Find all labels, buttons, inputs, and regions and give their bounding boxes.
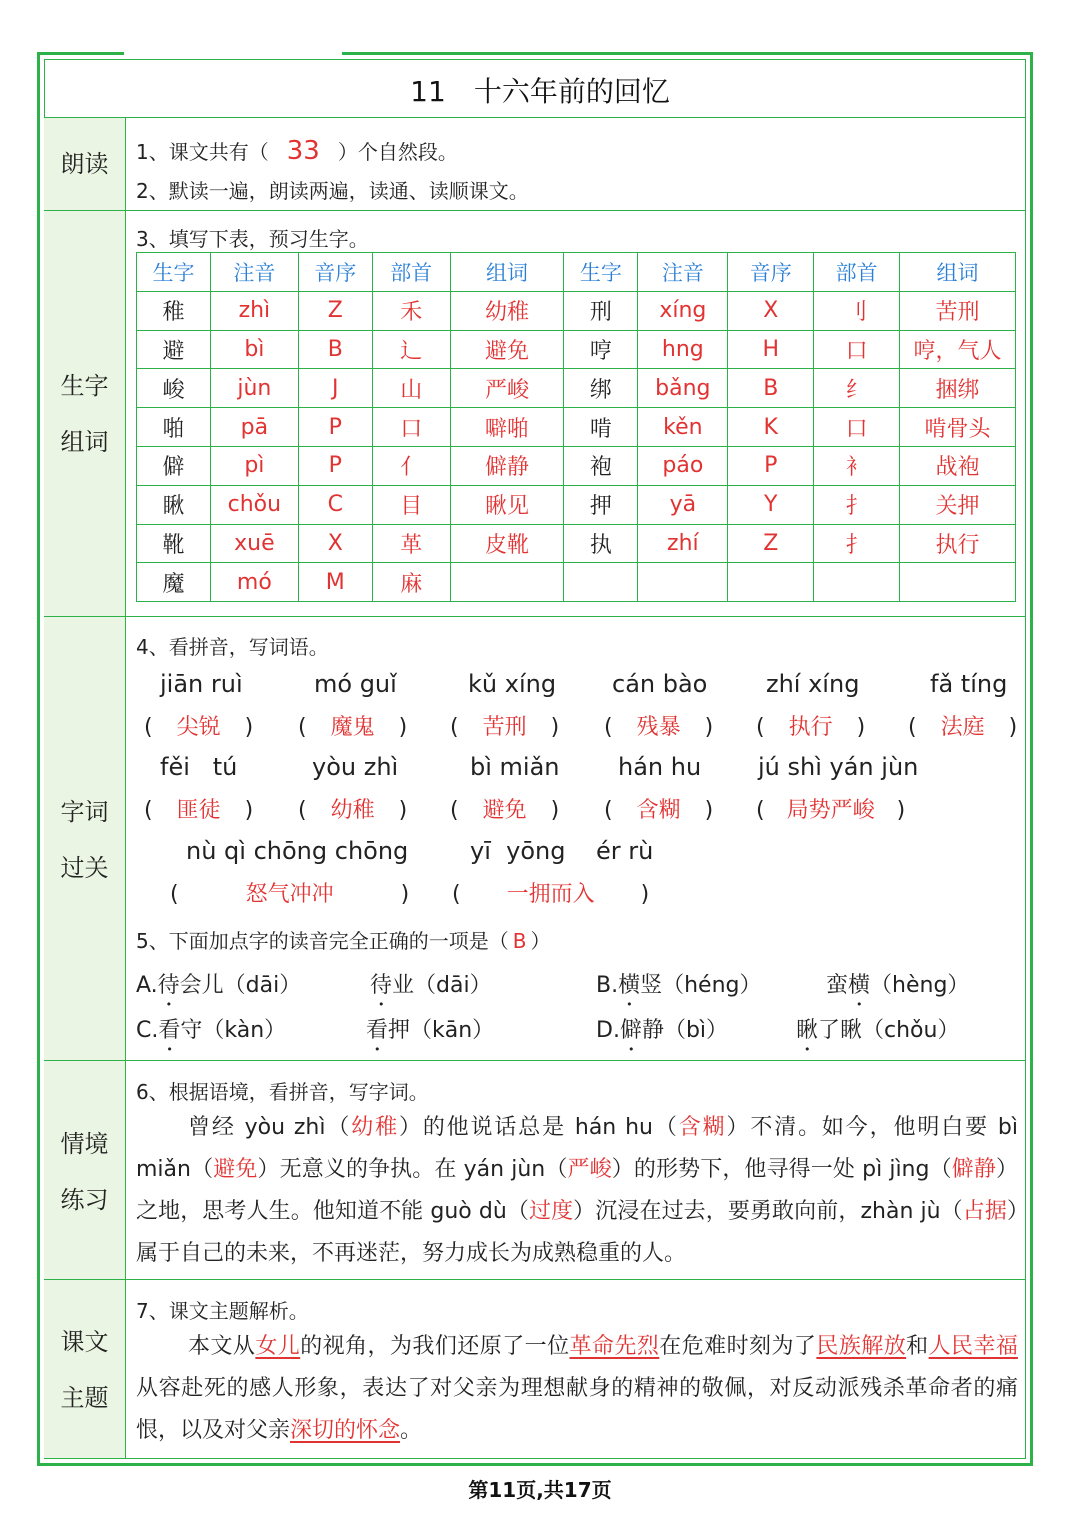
q6-text: ）之地，思考人生。他知道不能 <box>136 1157 1018 1224</box>
table-cell: 执行 <box>900 524 1016 563</box>
q4-answer: ( 含糊 ) <box>604 798 714 823</box>
q6-answer: 僻静 <box>951 1157 996 1182</box>
q6-text: ）的形势下，他寻得一处 <box>611 1157 863 1182</box>
table-header-cell: 部首 <box>372 253 450 292</box>
q4-answer: ( 怒气冲冲 ) <box>170 882 410 907</box>
table-header-cell: 组词 <box>900 253 1016 292</box>
table-cell: 幼稚 <box>450 291 564 330</box>
table-cell: 扌 <box>814 485 900 524</box>
table-cell: 口 <box>372 408 450 447</box>
divider <box>44 616 1026 617</box>
divider <box>44 1279 1026 1280</box>
table-row <box>137 369 1016 408</box>
q4-pinyin: cán bào <box>612 670 708 698</box>
table-cell: 僻 <box>137 446 211 485</box>
divider <box>44 210 1026 211</box>
q6-text: （ <box>653 1115 679 1140</box>
table-header-cell: 音序 <box>728 253 814 292</box>
category-ciguo-1: 字词 <box>60 798 109 826</box>
q4-pinyin: jú shì yán jùn <box>758 753 919 781</box>
table-cell: P <box>298 408 372 447</box>
category-qingjing-1: 情境 <box>60 1130 109 1158</box>
q6-text: （ <box>190 1157 214 1182</box>
q6-pinyin: bì miǎn <box>136 1115 1018 1182</box>
q4-pinyin: fěi tú <box>160 753 238 781</box>
table-cell: 噼啪 <box>450 408 564 447</box>
q6-text: （ <box>929 1157 952 1182</box>
table-cell: 口 <box>814 408 900 447</box>
table-cell: jùn <box>210 369 298 408</box>
table-header-cell: 生字 <box>564 253 638 292</box>
q4-pinyin: kǔ xíng <box>468 670 557 698</box>
table-cell: 捆绑 <box>900 369 1016 408</box>
table-cell: zhì <box>210 291 298 330</box>
table-cell: chǒu <box>210 485 298 524</box>
q6-answer: 幼稚 <box>351 1115 399 1140</box>
table-cell: 袍 <box>564 446 638 485</box>
table-cell: mó <box>210 563 298 602</box>
table-cell: kěn <box>638 408 728 447</box>
column-divider <box>125 117 126 1459</box>
table-cell: 革 <box>372 524 450 563</box>
q6-text: ）属于自己的未来，不再迷茫，努力成长为成熟稳重的人。 <box>136 1199 1018 1266</box>
table-row <box>137 485 1016 524</box>
q4-answer: ( 一拥而入 ) <box>452 882 650 907</box>
q5-option-d2: 瞅了瞅（chǒu） <box>796 1018 960 1043</box>
table-cell: bǎng <box>638 369 728 408</box>
table-cell: 刑 <box>564 291 638 330</box>
q7-keyword: 女儿 <box>255 1334 301 1359</box>
q4-answer: ( 魔鬼 ) <box>298 715 408 740</box>
q4-pinyin: fǎ tíng <box>930 670 1008 698</box>
q5-title: 5、下面加点字的读音完全正确的一项是（ B ） <box>136 929 551 953</box>
table-cell: bì <box>210 330 298 369</box>
q6-answer: 含糊 <box>678 1115 727 1140</box>
table-cell <box>638 563 728 602</box>
category-zhuti-1: 课文 <box>60 1328 109 1356</box>
table-header-cell: 组词 <box>450 253 564 292</box>
table-header-cell: 音序 <box>298 253 372 292</box>
frame-gap <box>124 49 342 57</box>
q6-answer: 占据 <box>962 1199 1007 1224</box>
table-body <box>137 291 1016 601</box>
table-row <box>137 563 1016 602</box>
q6-answer: 避免 <box>213 1157 258 1182</box>
q4-answer: ( 尖锐 ) <box>144 715 254 740</box>
table-cell <box>564 563 638 602</box>
q3-title: 3、填写下表，预习生字。 <box>136 227 369 251</box>
table-cell: pā <box>210 408 298 447</box>
category-zhuti-2: 主题 <box>60 1384 109 1412</box>
q7-text: 和 <box>906 1334 929 1359</box>
table-cell: P <box>298 446 372 485</box>
table-cell: 押 <box>564 485 638 524</box>
table-cell: K <box>728 408 814 447</box>
table-cell: B <box>298 330 372 369</box>
q4-title: 4、看拼音，写词语。 <box>136 635 329 659</box>
q6-text: 曾经 <box>188 1115 245 1140</box>
table-cell: 僻静 <box>450 446 564 485</box>
q6-pinyin: hán hu <box>574 1115 653 1140</box>
table-cell: B <box>728 369 814 408</box>
table-cell <box>814 563 900 602</box>
table-cell: 目 <box>372 485 450 524</box>
table-cell: C <box>298 485 372 524</box>
table-cell: zhí <box>638 524 728 563</box>
category-langdu: 朗读 <box>60 150 109 178</box>
table-cell <box>450 563 564 602</box>
table-cell: 山 <box>372 369 450 408</box>
table-cell: 峻 <box>137 369 211 408</box>
table-row <box>137 524 1016 563</box>
table-row <box>137 408 1016 447</box>
q6-pinyin: pì jìng <box>862 1157 930 1182</box>
table-cell: 扌 <box>814 524 900 563</box>
q4-pinyin: jiān ruì <box>160 670 243 698</box>
q4-answer: ( 避免 ) <box>450 798 560 823</box>
q6-text: ）无意义的争执。在 <box>257 1157 464 1182</box>
q4-pinyin: mó guǐ <box>314 670 397 698</box>
q4-pinyin: yòu zhì <box>312 753 399 781</box>
q7-text: 本文从 <box>188 1334 256 1359</box>
q6-text: ）沉浸在过去，要勇敢向前， <box>573 1199 861 1224</box>
table-cell: 禾 <box>372 291 450 330</box>
table-cell: 战袍 <box>900 446 1016 485</box>
q5-option-d1: D.僻静（bì） <box>596 1018 729 1043</box>
q5-option-c1: C.看守（kàn） <box>136 1018 287 1043</box>
q4-pinyin: yī yōng ér rù <box>470 837 654 865</box>
q6-pinyin: zhàn jù <box>860 1199 941 1224</box>
table-cell <box>728 563 814 602</box>
q6-paragraph <box>136 1107 1018 1275</box>
category-qingjing-2: 练习 <box>60 1186 109 1214</box>
table-cell: 哼 <box>564 330 638 369</box>
table-cell: 麻 <box>372 563 450 602</box>
table-cell <box>900 563 1016 602</box>
table-cell: 哼，气人 <box>900 330 1016 369</box>
page-footer: 第11页,共17页 <box>468 1478 612 1502</box>
table-row <box>137 330 1016 369</box>
q6-answer: 严峻 <box>567 1157 612 1182</box>
table-cell: 靴 <box>137 524 211 563</box>
q7-keyword: 深切的怀念 <box>290 1418 401 1443</box>
table-cell: 避 <box>137 330 211 369</box>
category-shengzi-2: 组词 <box>60 428 109 456</box>
table-cell: Y <box>728 485 814 524</box>
table-cell: X <box>728 291 814 330</box>
table-cell: pì <box>210 446 298 485</box>
table-cell: 啃 <box>564 408 638 447</box>
q6-text: ）的他说话总是 <box>398 1115 575 1140</box>
table-cell: 避免 <box>450 330 564 369</box>
table-cell: 严峻 <box>450 369 564 408</box>
q5-option-c2: 看押（kān） <box>366 1018 495 1043</box>
table-cell: 执 <box>564 524 638 563</box>
category-ciguo-2: 过关 <box>60 854 109 882</box>
q6-pinyin: guò dù <box>430 1199 507 1224</box>
q6-answer: 过度 <box>528 1199 574 1224</box>
q4-answer: ( 幼稚 ) <box>298 798 408 823</box>
q7-text: 从容赴死的感人形象，表达了对父亲为理想献身的精神的敬佩，对反动派残杀革命者的痛恨，以及对父亲 <box>136 1376 1018 1443</box>
divider <box>44 1060 1026 1061</box>
q4-pinyin: bì miǎn <box>470 753 560 781</box>
q5-option-a1: A.待会儿（dāi） <box>136 973 302 998</box>
table-cell: 苦刑 <box>900 291 1016 330</box>
page-title: 11 十六年前的回忆 <box>410 75 670 108</box>
table-header-cell: 注音 <box>210 253 298 292</box>
q7-text: 。 <box>400 1418 423 1443</box>
table-cell: xuē <box>210 524 298 563</box>
table-cell: 绑 <box>564 369 638 408</box>
q1-answer: 33 <box>286 136 320 166</box>
q6-text: （ <box>545 1157 568 1182</box>
table-cell: 辶 <box>372 330 450 369</box>
table-cell: X <box>298 524 372 563</box>
table-cell: 口 <box>814 330 900 369</box>
table-cell: 皮靴 <box>450 524 564 563</box>
q5-answer: B <box>512 929 527 953</box>
table-row <box>137 291 1016 330</box>
table-cell: P <box>728 446 814 485</box>
table-cell: yā <box>638 485 728 524</box>
table-cell: Z <box>728 524 814 563</box>
table-cell: 魔 <box>137 563 211 602</box>
q4-answer: ( 法庭 ) <box>908 715 1018 740</box>
q4-answer: ( 残暴 ) <box>604 715 714 740</box>
q6-text: （ <box>325 1115 352 1140</box>
table-cell: H <box>728 330 814 369</box>
q4-pinyin: hán hu <box>618 753 702 781</box>
q7-keyword: 民族解放 <box>816 1334 907 1359</box>
table-cell: 纟 <box>814 369 900 408</box>
table-row <box>137 446 1016 485</box>
table-cell: xíng <box>638 291 728 330</box>
q4-pinyin: nù qì chōng chōng <box>186 837 409 865</box>
q7-paragraph <box>136 1326 1018 1452</box>
q7-text: 在危难时刻为了 <box>659 1334 817 1359</box>
q1: 1、课文共有（ 33 ）个自然段。 <box>136 136 458 166</box>
q7-keyword: 革命先烈 <box>569 1334 660 1359</box>
table-header-cell: 注音 <box>638 253 728 292</box>
q6-pinyin: yán jùn <box>463 1157 546 1182</box>
table-cell: 衤 <box>814 446 900 485</box>
table-cell: 瞅见 <box>450 485 564 524</box>
table-cell: M <box>298 563 372 602</box>
q6-title: 6、根据语境，看拼音，写字词。 <box>136 1080 429 1104</box>
q4-pinyin: zhí xíng <box>766 670 860 698</box>
table-header-row <box>137 253 1016 292</box>
table-cell: 瞅 <box>137 485 211 524</box>
q6-text: （ <box>506 1199 529 1224</box>
q6-text: （ <box>940 1199 963 1224</box>
table-cell: 亻 <box>372 446 450 485</box>
q4-answer: ( 局势严峻 ) <box>756 798 906 823</box>
q4-answer: ( 苦刑 ) <box>450 715 560 740</box>
q5-option-b1: B.横竖（héng） <box>596 973 762 998</box>
q7-keyword: 人民幸福 <box>928 1334 1018 1359</box>
q4-answer: ( 执行 ) <box>756 715 866 740</box>
table-cell: 刂 <box>814 291 900 330</box>
character-table <box>136 252 1016 602</box>
q5-option-a2: 待业（dāi） <box>370 973 492 998</box>
q5-option-b2: 蛮横（hèng） <box>826 973 970 998</box>
table-cell: hng <box>638 330 728 369</box>
table-cell: 啃骨头 <box>900 408 1016 447</box>
table-header-cell: 部首 <box>814 253 900 292</box>
table-cell: 啪 <box>137 408 211 447</box>
table-cell: 稚 <box>137 291 211 330</box>
table-header-cell: 生字 <box>137 253 211 292</box>
table-cell: 关押 <box>900 485 1016 524</box>
table-cell: páo <box>638 446 728 485</box>
q6-pinyin: yòu zhì <box>244 1115 326 1140</box>
q7-text: 的视角，为我们还原了一位 <box>300 1334 570 1359</box>
divider <box>44 117 1026 118</box>
category-shengzi-1: 生字 <box>60 372 109 400</box>
table-cell: J <box>298 369 372 408</box>
q2: 2、默读一遍，朗读两遍，读通、读顺课文。 <box>136 179 529 203</box>
q4-answer: ( 匪徒 ) <box>144 798 254 823</box>
q6-text: ）不清。如今，他明白要 <box>726 1115 998 1140</box>
q7-title: 7、课文主题解析。 <box>136 1299 309 1323</box>
table-cell: Z <box>298 291 372 330</box>
